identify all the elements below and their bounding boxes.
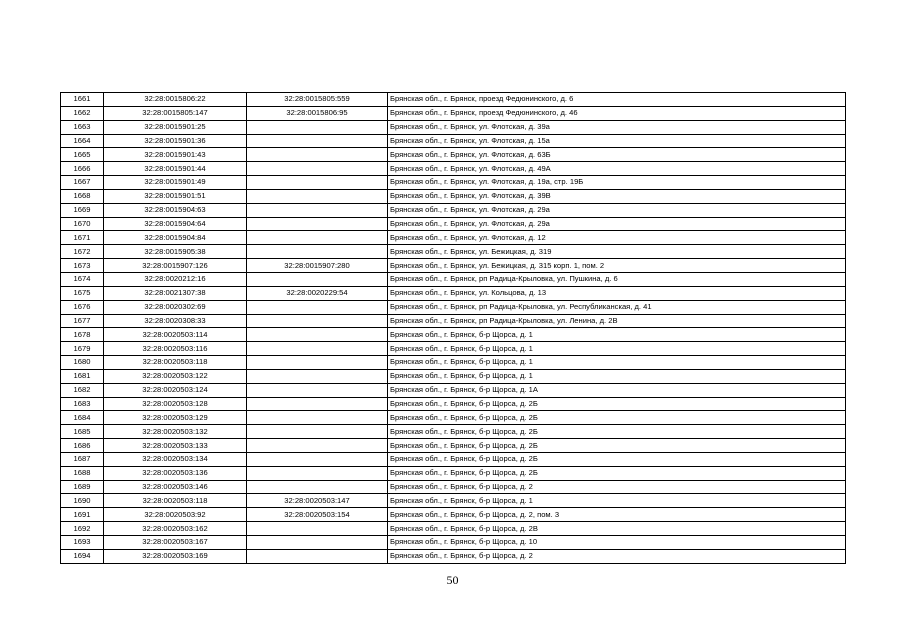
address-cell: Брянская обл., г. Брянск, проезд Федюнинского, д. 46: [388, 106, 846, 120]
parent-cadastral-number-cell: [247, 411, 388, 425]
row-number-cell: 1681: [61, 369, 104, 383]
cadastral-number-cell: 32:28:0015901:49: [104, 176, 247, 190]
table-row: [61, 314, 846, 328]
row-number-cell: 1676: [61, 300, 104, 314]
table-row: [61, 120, 846, 134]
row-number-cell: 1673: [61, 259, 104, 273]
table-row: [61, 411, 846, 425]
table-row: [61, 494, 846, 508]
table-row: [61, 452, 846, 466]
address-cell: Брянская обл., г. Брянск, б-р Щорса, д. 2: [388, 549, 846, 563]
row-number-cell: 1693: [61, 536, 104, 550]
parent-cadastral-number-cell: [247, 439, 388, 453]
row-number-cell: 1694: [61, 549, 104, 563]
row-number-cell: 1671: [61, 231, 104, 245]
table-row: [61, 189, 846, 203]
row-number-cell: 1667: [61, 176, 104, 190]
address-cell: Брянская обл., г. Брянск, ул. Флотская, д. 29а: [388, 203, 846, 217]
parent-cadastral-number-cell: [247, 522, 388, 536]
cadastral-number-cell: 32:28:0020503:167: [104, 536, 247, 550]
table-row: [61, 369, 846, 383]
page-number: 50: [446, 573, 459, 587]
cadastral-number-cell: 32:28:0015901:25: [104, 120, 247, 134]
parent-cadastral-number-cell: 32:28:0015806:95: [247, 106, 388, 120]
parent-cadastral-number-cell: [247, 314, 388, 328]
parent-cadastral-number-cell: [247, 328, 388, 342]
row-number-cell: 1666: [61, 162, 104, 176]
parent-cadastral-number-cell: [247, 356, 388, 370]
cadastral-number-cell: 32:28:0020308:33: [104, 314, 247, 328]
address-cell: Брянская обл., г. Брянск, ул. Флотская, д. 63Б: [388, 148, 846, 162]
cadastral-number-cell: 32:28:0015905:38: [104, 245, 247, 259]
address-cell: Брянская обл., г. Брянск, рп Радица-Крыловка, ул. Ленина, д. 2В: [388, 314, 846, 328]
parent-cadastral-number-cell: [247, 549, 388, 563]
parent-cadastral-number-cell: [247, 189, 388, 203]
parent-cadastral-number-cell: 32:28:0015907:280: [247, 259, 388, 273]
cadastral-number-cell: 32:28:0020503:133: [104, 439, 247, 453]
row-number-cell: 1684: [61, 411, 104, 425]
address-cell: Брянская обл., г. Брянск, б-р Щорса, д. 2Б: [388, 452, 846, 466]
parent-cadastral-number-cell: [247, 176, 388, 190]
row-number-cell: 1672: [61, 245, 104, 259]
cadastral-number-cell: 32:28:0015904:84: [104, 231, 247, 245]
row-number-cell: 1668: [61, 189, 104, 203]
address-cell: Брянская обл., г. Брянск, б-р Щорса, д. 1: [388, 494, 846, 508]
table-row: [61, 549, 846, 563]
parent-cadastral-number-cell: [247, 231, 388, 245]
table-row: [61, 397, 846, 411]
cadastral-number-cell: 32:28:0020503:136: [104, 466, 247, 480]
table-row: [61, 148, 846, 162]
table-row: [61, 383, 846, 397]
parent-cadastral-number-cell: [247, 342, 388, 356]
row-number-cell: 1690: [61, 494, 104, 508]
parent-cadastral-number-cell: [247, 536, 388, 550]
table-row: [61, 231, 846, 245]
address-cell: Брянская обл., г. Брянск, б-р Щорса, д. 2Б: [388, 466, 846, 480]
address-cell: Брянская обл., г. Брянск, б-р Щорса, д. 1: [388, 328, 846, 342]
cadastral-number-cell: 32:28:0020212:16: [104, 272, 247, 286]
property-register-table: [60, 92, 846, 564]
row-number-cell: 1682: [61, 383, 104, 397]
address-cell: Брянская обл., г. Брянск, ул. Флотская, д. 29а: [388, 217, 846, 231]
parent-cadastral-number-cell: [247, 217, 388, 231]
row-number-cell: 1675: [61, 286, 104, 300]
cadastral-number-cell: 32:28:0015806:22: [104, 93, 247, 107]
address-cell: Брянская обл., г. Брянск, ул. Флотская, д. 49А: [388, 162, 846, 176]
address-cell: Брянская обл., г. Брянск, б-р Щорса, д. 2Б: [388, 439, 846, 453]
parent-cadastral-number-cell: [247, 245, 388, 259]
cadastral-number-cell: 32:28:0015904:63: [104, 203, 247, 217]
address-cell: Брянская обл., г. Брянск, б-р Щорса, д. 1: [388, 356, 846, 370]
cadastral-number-cell: 32:28:0020503:128: [104, 397, 247, 411]
address-cell: Брянская обл., г. Брянск, б-р Щорса, д. 2Б: [388, 425, 846, 439]
cadastral-number-cell: 32:28:0020302:69: [104, 300, 247, 314]
row-number-cell: 1662: [61, 106, 104, 120]
address-cell: Брянская обл., г. Брянск, ул. Флотская, д. 19а, стр. 19Б: [388, 176, 846, 190]
cadastral-number-cell: 32:28:0020503:124: [104, 383, 247, 397]
address-cell: Брянская обл., г. Брянск, б-р Щорса, д. 1: [388, 342, 846, 356]
parent-cadastral-number-cell: [247, 162, 388, 176]
parent-cadastral-number-cell: [247, 466, 388, 480]
row-number-cell: 1664: [61, 134, 104, 148]
table-row: [61, 466, 846, 480]
row-number-cell: 1685: [61, 425, 104, 439]
row-number-cell: 1680: [61, 356, 104, 370]
address-cell: Брянская обл., г. Брянск, б-р Щорса, д. 1А: [388, 383, 846, 397]
table-row: [61, 93, 846, 107]
table-row: [61, 286, 846, 300]
address-cell: Брянская обл., г. Брянск, ул. Флотская, д. 39а: [388, 120, 846, 134]
row-number-cell: 1686: [61, 439, 104, 453]
cadastral-number-cell: 32:28:0015901:51: [104, 189, 247, 203]
cadastral-number-cell: 32:28:0020503:132: [104, 425, 247, 439]
row-number-cell: 1692: [61, 522, 104, 536]
row-number-cell: 1691: [61, 508, 104, 522]
row-number-cell: 1689: [61, 480, 104, 494]
parent-cadastral-number-cell: [247, 300, 388, 314]
address-cell: Брянская обл., г. Брянск, б-р Щорса, д. 2Б: [388, 411, 846, 425]
cadastral-number-cell: 32:28:0015901:44: [104, 162, 247, 176]
parent-cadastral-number-cell: [247, 369, 388, 383]
address-cell: Брянская обл., г. Брянск, б-р Щорса, д. 2Б: [388, 397, 846, 411]
address-cell: Брянская обл., г. Брянск, б-р Щорса, д. 2В: [388, 522, 846, 536]
table-row: [61, 106, 846, 120]
address-cell: Брянская обл., г. Брянск, ул. Флотская, д. 39В: [388, 189, 846, 203]
cadastral-number-cell: 32:28:0020503:122: [104, 369, 247, 383]
cadastral-number-cell: 32:28:0015904:64: [104, 217, 247, 231]
address-cell: Брянская обл., г. Брянск, б-р Щорса, д. 2: [388, 480, 846, 494]
cadastral-number-cell: 32:28:0015907:126: [104, 259, 247, 273]
table-row: [61, 203, 846, 217]
row-number-cell: 1679: [61, 342, 104, 356]
address-cell: Брянская обл., г. Брянск, ул. Кольцова, д. 13: [388, 286, 846, 300]
cadastral-number-cell: 32:28:0020503:92: [104, 508, 247, 522]
row-number-cell: 1674: [61, 272, 104, 286]
table-row: [61, 522, 846, 536]
cadastral-number-cell: 32:28:0020503:118: [104, 494, 247, 508]
parent-cadastral-number-cell: [247, 272, 388, 286]
table-row: [61, 508, 846, 522]
row-number-cell: 1669: [61, 203, 104, 217]
parent-cadastral-number-cell: 32:28:0020229:54: [247, 286, 388, 300]
address-cell: Брянская обл., г. Брянск, рп Радица-Крыловка, ул. Пушкина, д. 6: [388, 272, 846, 286]
row-number-cell: 1665: [61, 148, 104, 162]
table-row: [61, 536, 846, 550]
cadastral-number-cell: 32:28:0020503:114: [104, 328, 247, 342]
cadastral-number-cell: 32:28:0015901:36: [104, 134, 247, 148]
parent-cadastral-number-cell: [247, 134, 388, 148]
parent-cadastral-number-cell: [247, 203, 388, 217]
address-cell: Брянская обл., г. Брянск, ул. Флотская, д. 15а: [388, 134, 846, 148]
cadastral-number-cell: 32:28:0020503:129: [104, 411, 247, 425]
parent-cadastral-number-cell: [247, 148, 388, 162]
table-row: [61, 272, 846, 286]
table-row: [61, 259, 846, 273]
table-row: [61, 300, 846, 314]
table-row: [61, 162, 846, 176]
cadastral-number-cell: 32:28:0021307:38: [104, 286, 247, 300]
table-row: [61, 217, 846, 231]
cadastral-number-cell: 32:28:0015805:147: [104, 106, 247, 120]
table-row: [61, 425, 846, 439]
row-number-cell: 1661: [61, 93, 104, 107]
address-cell: Брянская обл., г. Брянск, ул. Бежицкая, д. 319: [388, 245, 846, 259]
table-row: [61, 480, 846, 494]
table-row: [61, 342, 846, 356]
parent-cadastral-number-cell: [247, 452, 388, 466]
parent-cadastral-number-cell: 32:28:0020503:147: [247, 494, 388, 508]
address-cell: Брянская обл., г. Брянск, б-р Щорса, д. 1: [388, 369, 846, 383]
row-number-cell: 1677: [61, 314, 104, 328]
parent-cadastral-number-cell: 32:28:0015805:559: [247, 93, 388, 107]
cadastral-number-cell: 32:28:0020503:169: [104, 549, 247, 563]
register-table-body: [61, 93, 846, 564]
row-number-cell: 1688: [61, 466, 104, 480]
row-number-cell: 1683: [61, 397, 104, 411]
row-number-cell: 1678: [61, 328, 104, 342]
parent-cadastral-number-cell: [247, 425, 388, 439]
cadastral-number-cell: 32:28:0020503:116: [104, 342, 247, 356]
parent-cadastral-number-cell: [247, 397, 388, 411]
address-cell: Брянская обл., г. Брянск, ул. Флотская, д. 12: [388, 231, 846, 245]
table-row: [61, 439, 846, 453]
address-cell: Брянская обл., г. Брянск, б-р Щорса, д. 2, пом. 3: [388, 508, 846, 522]
parent-cadastral-number-cell: [247, 120, 388, 134]
row-number-cell: 1687: [61, 452, 104, 466]
address-cell: Брянская обл., г. Брянск, ул. Бежицкая, д. 315 корп. 1, пом. 2: [388, 259, 846, 273]
address-cell: Брянская обл., г. Брянск, б-р Щорса, д. 10: [388, 536, 846, 550]
cadastral-number-cell: 32:28:0020503:118: [104, 356, 247, 370]
cadastral-number-cell: 32:28:0020503:162: [104, 522, 247, 536]
table-row: [61, 134, 846, 148]
address-cell: Брянская обл., г. Брянск, рп Радица-Крыловка, ул. Республиканская, д. 41: [388, 300, 846, 314]
parent-cadastral-number-cell: 32:28:0020503:154: [247, 508, 388, 522]
table-row: [61, 356, 846, 370]
address-cell: Брянская обл., г. Брянск, проезд Федюнинского, д. 6: [388, 93, 846, 107]
cadastral-number-cell: 32:28:0020503:146: [104, 480, 247, 494]
table-row: [61, 176, 846, 190]
cadastral-number-cell: 32:28:0020503:134: [104, 452, 247, 466]
row-number-cell: 1670: [61, 217, 104, 231]
parent-cadastral-number-cell: [247, 383, 388, 397]
cadastral-number-cell: 32:28:0015901:43: [104, 148, 247, 162]
row-number-cell: 1663: [61, 120, 104, 134]
parent-cadastral-number-cell: [247, 480, 388, 494]
table-row: [61, 245, 846, 259]
table-row: [61, 328, 846, 342]
